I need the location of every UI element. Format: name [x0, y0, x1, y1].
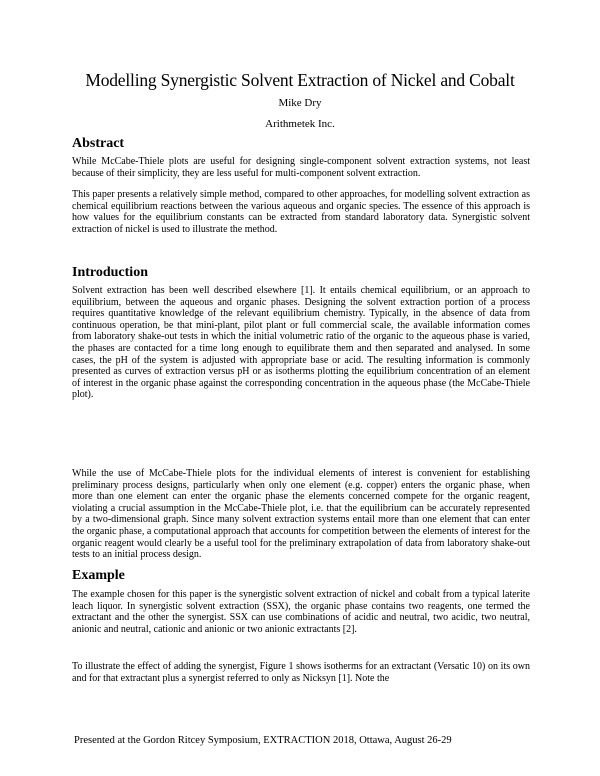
abstract-heading: Abstract	[72, 136, 125, 151]
body-column	[72, 0, 530, 776]
page-footer: Presented at the Gordon Ritcey Symposium, EXTRACTION 2018, Ottawa, August 26-29	[74, 735, 452, 746]
example-paragraph: To illustrate the effect of adding the synergist, Figure 1 shows isotherms for an extractant (Versatic 10) on its own and for that extractant plus a synergist referred to only as Nicksyn [1]. Note the	[72, 661, 530, 684]
example-paragraph: The example chosen for this paper is the synergistic solvent extraction of nickel and cobalt from a typical laterite leach liquor. In synergistic solvent extraction (SSX), the organic phase contains two reagents, one termed the extractant and the other the synergist. SSX can use combinations of acidic and neutral, two acidic, two neutral, anionic and neutral, cationic and anionic or two anionic extractants [2].	[72, 589, 530, 635]
introduction-heading: Introduction	[72, 265, 148, 280]
example-heading: Example	[72, 568, 125, 583]
abstract-paragraph: This paper presents a relatively simple method, compared to other approaches, for modelling solvent extraction as chemical equilibrium reactions between the various aqueous and organic species. The essence of this approach is how values for the equilibrium constants can be extracted from standard laboratory data. Synergistic solvent extraction of nickel is used to illustrate the method.	[72, 189, 530, 235]
author-name: Mike Dry	[278, 97, 322, 109]
introduction-paragraph: Solvent extraction has been well described elsewhere [1]. It entails chemical equilibrium, or an approach to equilibrium, between the aqueous and organic phases. Designing the solvent extraction portion of a process requires quantitative knowledge of the relevant equilibrium chemistry. Typically, in the absence of data from continuous operation, be that mini-plant, pilot plant or full commercial scale, the available information comes from laboratory shake-out tests in which the initial volumetric ratio of the organic to the aqueous phase is varied, the phases are contacted for a time long enough to equilibrate them and then separated and analysed. In some cases, the pH of the system is adjusted with appropriate base or acid. The resulting information is commonly presented as curves of extraction versus pH or as isotherms plotting the equilibrium concentration of an element of interest in the organic phase against the corresponding concentration in the aqueous phase (the McCabe-Thiele plot).	[72, 285, 530, 401]
abstract-paragraph: While McCabe-Thiele plots are useful for designing single-component solvent extraction systems, not least because of their simplicity, they are less useful for multi-component solvent extraction.	[72, 156, 530, 179]
author-affiliation: Arithmetek Inc.	[265, 118, 335, 130]
paper-title: Modelling Synergistic Solvent Extraction of Nickel and Cobalt	[85, 70, 515, 90]
introduction-paragraph: While the use of McCabe-Thiele plots for the individual elements of interest is convenient for establishing preliminary process designs, particularly when only one element (e.g. copper) enters the organic phase, when more than one element can enter the organic phase the elements concerned compete for the organic reagent, violating a crucial assumption in the McCabe-Thiele plot, i.e. that the equilibrium can be accurately represented by a two-dimensional graph. Since many solvent extraction systems entail more than one element that can enter the organic phase, a computational approach that accounts for competition between the elements of interest for the organic reagent would clearly be a useful tool for the preliminary extrapolation of data from laboratory shake-out tests to an initial process design.	[72, 468, 530, 561]
